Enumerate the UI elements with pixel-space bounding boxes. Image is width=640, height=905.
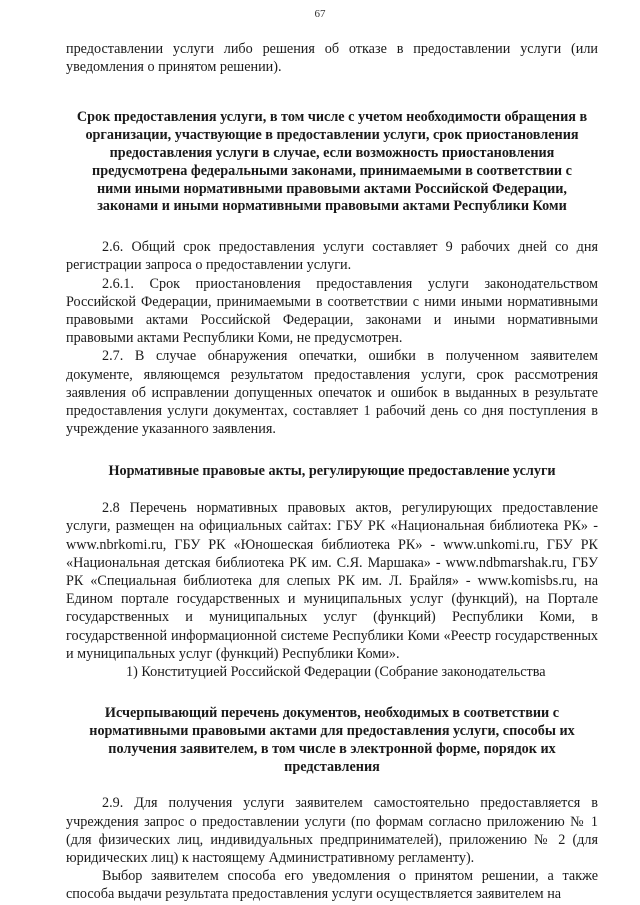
paragraph-2-8: 2.8 Перечень нормативных правовых актов, регулирующих предоставление услуги, размещен на официальных сайтах: ГБУ РК «Национальная библиотека РК» - www.nbrkomi.ru, ГБУ РК «Юношеская библиотека РК» - www.unkomi.ru, ГБУ РК «Национальная детская библиотека РК им. С.Я. Маршака» - www.ndbmarshak.ru, ГБУ РК «Специальная библиотека для слепых РК им. Л. Брайля» - www.komisbs.ru, на Едином портале государственных и муниципальных услуг (функций), на Портале государственных и муниципальных услуг (функций) Республики Коми, в государственной информационной системе Республики Коми «Реестр государственных и муниципальных услуг (функций) Республики Коми». [66, 500, 598, 662]
section-heading-service-term: Срок предоставления услуги, в том числе с учетом необходимости обращения в организации, участвующие в предоставлении услуги, срок приостановления предоставления услуги в случае, если возможность приостановления предусмотрена федеральными законами, принимаемыми в соответствии с ними иными нормативными правовыми актами Российской Федерации, законами и иными нормативными правовыми актами Республики Коми [76, 109, 588, 215]
paragraph-2-7: 2.7. В случае обнаружения опечатки, ошибки в полученном заявителем документе, являющемся результатом предоставления услуги, срок рассмотрения заявления об исправлении допущенных опечаток и ошибок в выданных в результате предоставления услуги документах, составляет 1 рабочий день со дня поступления в учреждение указанного заявления. [66, 348, 598, 438]
document-body [66, 40, 598, 904]
paragraph-continuation: предоставлении услуги либо решения об отказе в предоставлении услуги (или уведомления о принятом решении). [66, 41, 598, 76]
section-heading-documents: Исчерпывающий перечень документов, необходимых в соответствии с нормативными правовыми актами для предоставления услуги, способы их получения заявителем, в том числе в электронной форме, порядок их представления [89, 705, 575, 775]
section-heading-legal-acts: Нормативные правовые акты, регулирующие предоставление услуги [108, 463, 556, 480]
paragraph-2-6-1: 2.6.1. Срок приостановления предоставления услуги законодательством Российской Федерации, принимаемыми в соответствии с ними иными нормативными правовыми актами Российской Федерации, законами и иными нормативными правовыми актами Республики Коми, не предусмотрен. [66, 275, 598, 347]
paragraph-2-9: 2.9. Для получения услуги заявителем самостоятельно предоставляется в учреждения запрос о предоставлении услуги (по формам согласно приложению № 1 (для физических лиц, индивидуальных предпринимателей), приложению № 2 (для юридических лиц) к настоящему Административному регламенту). [66, 795, 598, 867]
paragraph-2-6: 2.6. Общий срок предоставления услуги составляет 9 рабочих дней со дня регистрации запроса о предоставлении услуги. [66, 239, 598, 274]
page-number: 67 [314, 8, 326, 20]
paragraph-notification-choice: Выбор заявителем способа его уведомления о принятом решении, а также способа выдачи результата предоставления услуги осуществляется заявителем на [66, 868, 598, 903]
paragraph-constitution: 1) Конституцией Российской Федерации (Собрание законодательства [126, 664, 546, 681]
